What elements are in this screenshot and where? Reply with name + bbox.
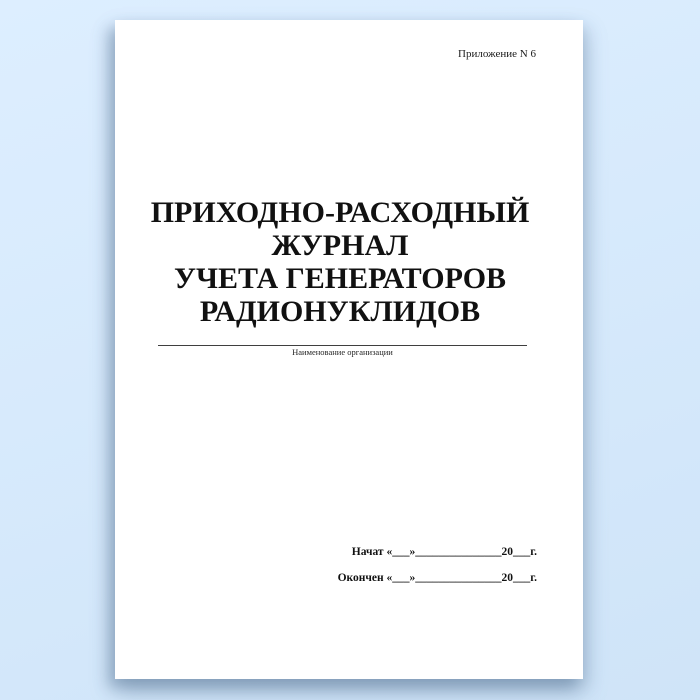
organization-caption: Наименование организации: [292, 347, 393, 357]
organization-blank-line: [158, 330, 527, 346]
title-line: РАДИОНУКЛИДОВ: [199, 295, 481, 328]
document-title: [141, 196, 539, 328]
document-page: [115, 20, 583, 679]
started-date-field: Начат «___»_______________20___г.: [351, 546, 537, 558]
title-line: УЧЕТА ГЕНЕРАТОРОВ: [173, 262, 507, 295]
organization-field: [158, 330, 527, 357]
finished-date-field: Окончен «___»_______________20___г.: [337, 572, 537, 584]
date-fields: [338, 546, 537, 585]
annex-label: Приложение N 6: [458, 48, 536, 60]
title-line: ЖУРНАЛ: [271, 229, 409, 262]
title-line: ПРИХОДНО-РАСХОДНЫЙ: [150, 196, 530, 229]
